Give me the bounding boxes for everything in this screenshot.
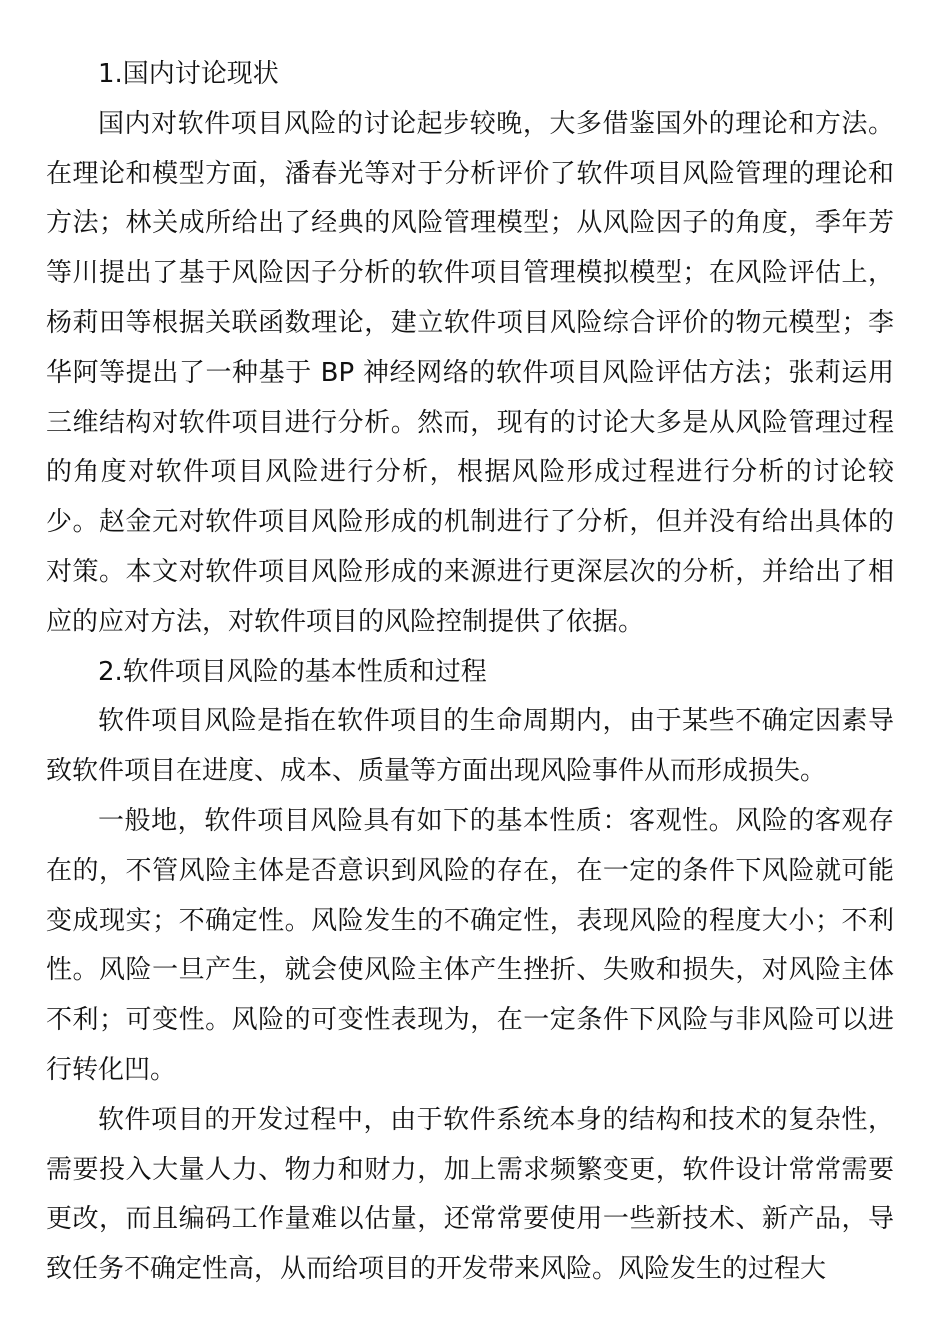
section-heading: 2.软件项目风险的基本性质和过程 — [98, 656, 487, 687]
section-heading: 1.国内讨论现状 — [98, 59, 279, 89]
body-paragraph: 一般地，软件项目风险具有如下的基本性质：客观性。风险的客观存在的，不管风险主体是否意识到风险的存在，在一定的条件下风险就可能变成现实；不确定性。风险发生的不确定性，表现风险的程度大小；不利性。风险一旦产生，就会使风险主体产生挫折、失败和损失，对风险主体不利；可变性。风险的可变性表现为，在一定条件下风险与非风险可以进行转化凹。 — [46, 805, 894, 1085]
body-paragraph: 软件项目的开发过程中，由于软件系统本身的结构和技术的复杂性，需要投入大量人力、物力和财力，加上需求频繁变更，软件设计常常需要更改，而且编码工作量难以估量，还常常要使用一些新技术、新产品，导致任务不确定性高，从而给项目的开发带来风险。风险发生的过程大 — [46, 1104, 894, 1285]
body-paragraph: 国内对软件项目风险的讨论起步较晚，大多借鉴国外的理论和方法。在理论和模型方面，潘春光等对于分析评价了软件项目风险管理的理论和方法；林关成所给出了经典的风险管理模型；从风险因子的角度，季年芳等川提出了基于风险因子分析的软件项目管理模拟模型；在风险评估上，杨莉田等根据关联函数理论，建立软件项目风险综合评价的物元模型；李华阿等提出了一种基于 BP 神经网络的软件项目风险评估方法；张莉运用三维结构对软件项目进行分析。然而，现有的讨论大多是从风险管理过程的角度对软件项目风险进行分析，根据风险形成过程进行分析的讨论较少。赵金元对软件项目风险形成的机制进行了分析，但并没有给出具体的对策。本文对软件项目风险形成的来源进行更深层次的分析，并给出了相应的应对方法，对软件项目的风险控制提供了依据。 — [46, 108, 894, 637]
body-paragraph: 软件项目风险是指在软件项目的生命周期内，由于某些不确定因素导致软件项目在进度、成本、质量等方面出现风险事件从而形成损失。 — [46, 706, 894, 787]
document-page — [46, 50, 894, 1295]
